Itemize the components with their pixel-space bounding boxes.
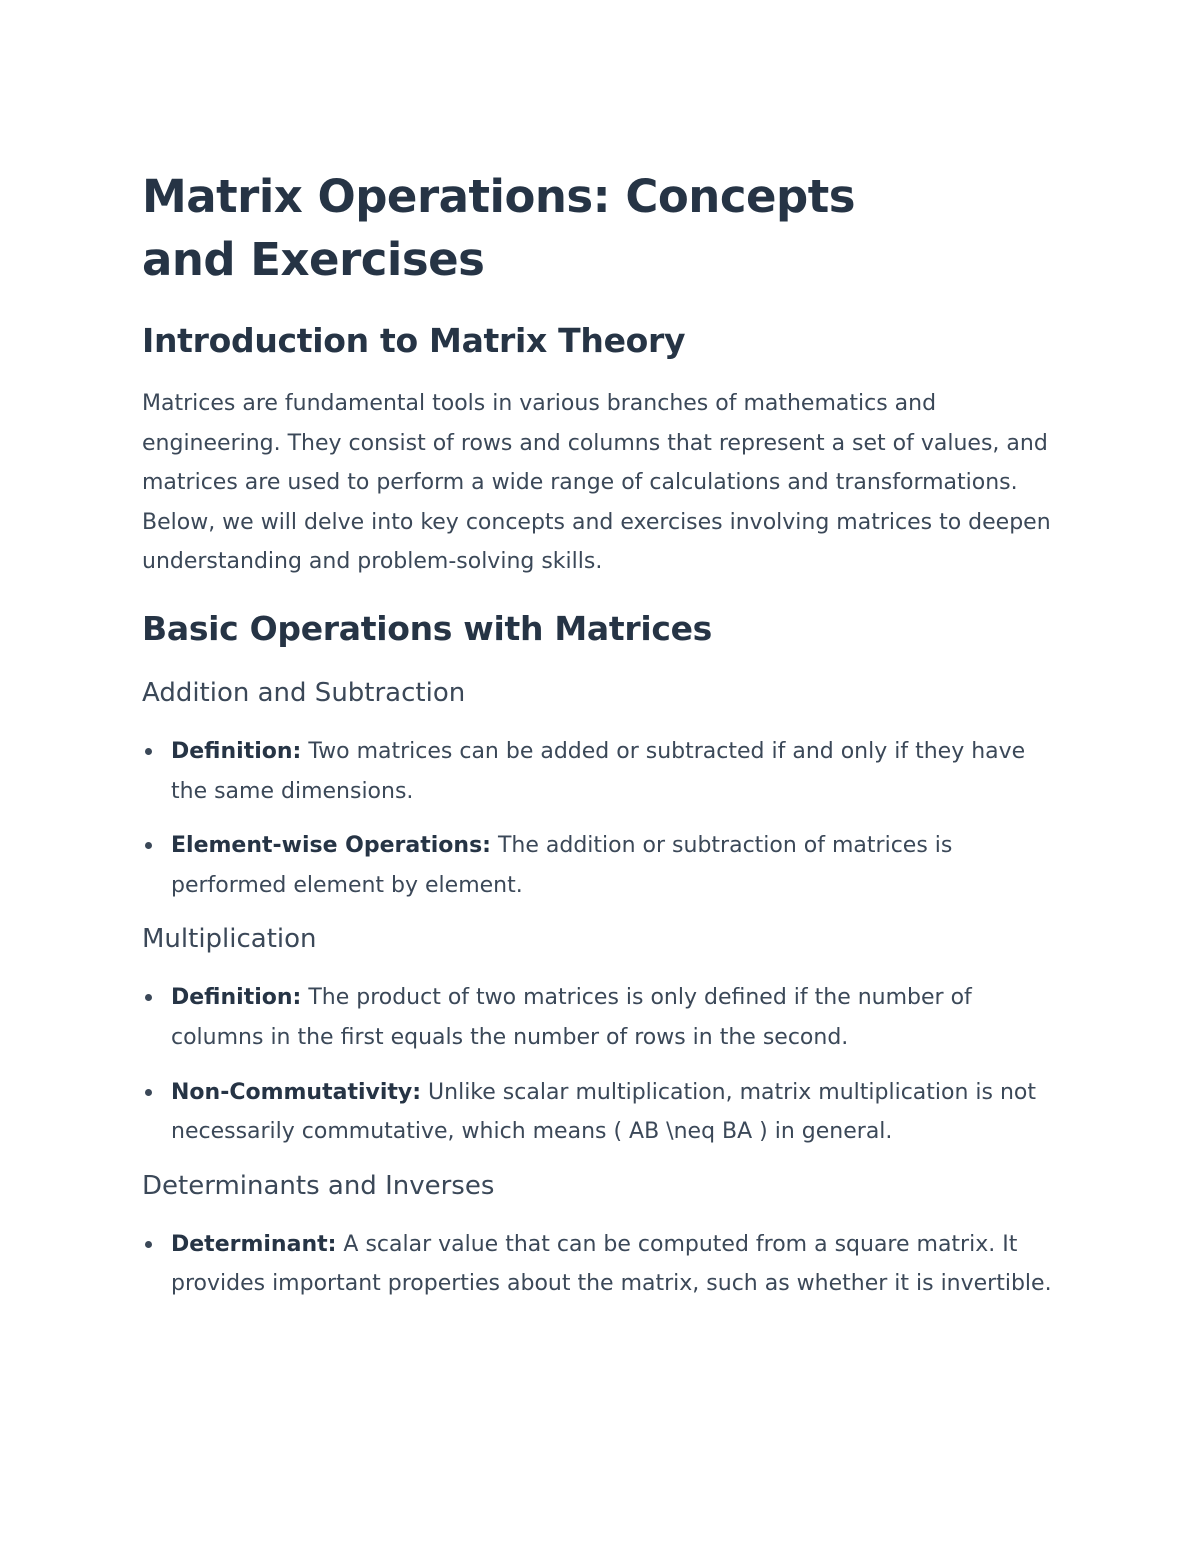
item-text: The product of two matrices is only defined if the number of columns in the first equals the number of rows in the second.: [171, 985, 972, 1050]
intro-heading: Introduction to Matrix Theory: [142, 321, 686, 360]
item-term: Non-Commutativity:: [171, 1079, 422, 1105]
item-text: A scalar value that can be computed from a square matrix. It provides important properties about the matrix, such as whether it is invertible.: [171, 1231, 1052, 1297]
bullet-dot-icon: [145, 1241, 152, 1248]
bullet-dot-icon: [145, 842, 152, 849]
item-term: Definition:: [171, 985, 302, 1011]
multiplication-heading: Multiplication: [142, 924, 317, 955]
intro-paragraph: Matrices are fundamental tools in various branches of mathematics and engineering. They consist of rows and columns that represent a set of values, and matrices are used to perform a wide range of calculations and transformations. Below, we will delve into key concepts and exercises involving matrices to deepen understanding and problem-solving skills.: [142, 391, 1051, 575]
bullet-dot-icon: [145, 1089, 152, 1096]
item-text: The addition or subtraction of matrices is performed element by element.: [171, 833, 953, 898]
determinants-inverses-heading: Determinants and Inverses: [142, 1170, 495, 1201]
item-text: Unlike scalar multiplication, matrix multiplication is not necessarily commutative, which means ( AB \neq BA ) in general.: [171, 1079, 1037, 1145]
document-title: Matrix Operations: Concepts and Exercises: [142, 170, 856, 286]
list-item: [142, 978, 1062, 1057]
list-item: [142, 826, 1062, 905]
item-term: Element-wise Operations:: [171, 833, 491, 859]
list-item: [142, 1073, 1062, 1152]
bullet-dot-icon: [145, 994, 152, 1001]
multiplication-list: [142, 978, 1062, 1151]
addition-subtraction-heading: Addition and Subtraction: [142, 677, 466, 708]
item-term: Determinant:: [171, 1231, 337, 1257]
determinants-list: [142, 1225, 1062, 1304]
list-item: [142, 732, 1062, 811]
bullet-dot-icon: [145, 748, 152, 755]
item-term: Definition:: [171, 738, 302, 764]
list-item: [142, 1225, 1062, 1304]
basic-operations-heading: Basic Operations with Matrices: [142, 608, 713, 648]
addition-list: [142, 732, 1062, 905]
item-text: Two matrices can be added or subtracted if and only if they have the same dimensions.: [171, 738, 1026, 804]
document-page: [142, 165, 1062, 1304]
